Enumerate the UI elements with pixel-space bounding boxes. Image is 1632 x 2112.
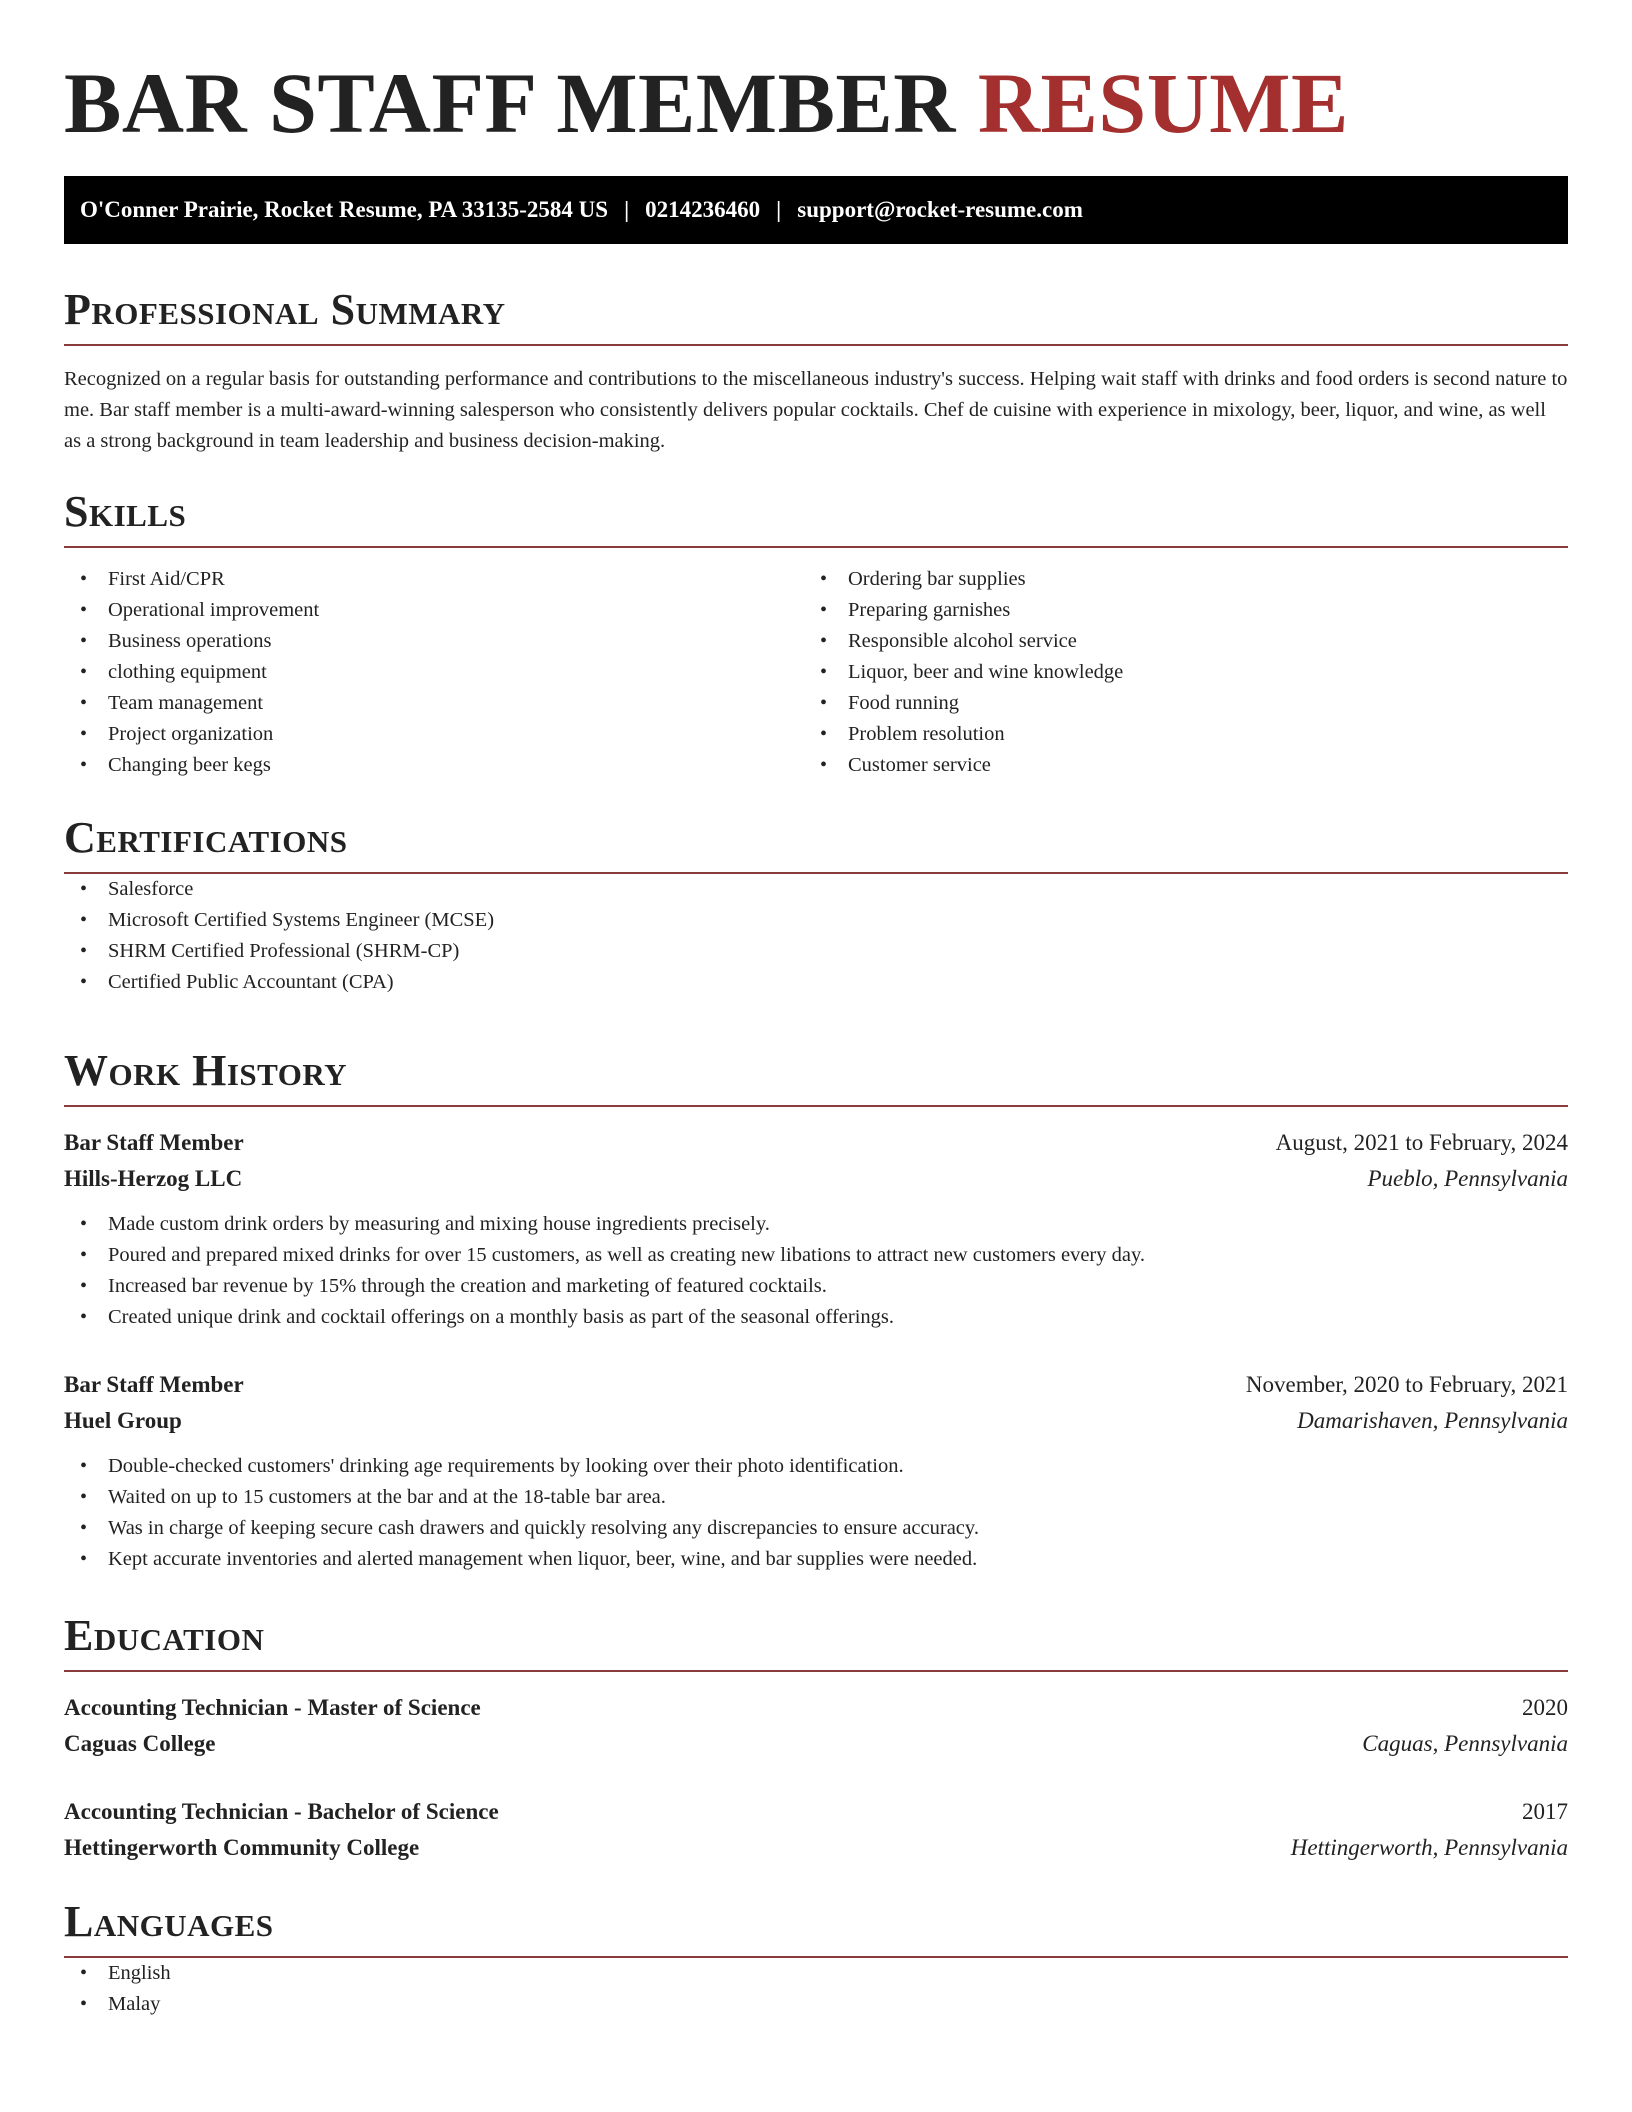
list-item: • Responsible alcohol service [804,626,1544,657]
skills-heading: Skills [64,490,1568,548]
list-item: • Ordering bar supplies [804,564,1544,595]
education-degree: Accounting Technician - Master of Science [64,1695,481,1720]
list-item: • Poured and prepared mixed drinks for over 15 customers, as well as creating new libations to attract new customers every day. [64,1240,1568,1271]
title-accent: RESUME [977,55,1349,151]
contact-separator: | [624,197,630,222]
list-item: • English [64,1958,1568,1989]
list-item: • Liquor, beer and wine knowledge [804,657,1544,688]
job-title: Bar Staff Member [64,1372,244,1397]
job-entry [64,1125,1568,1333]
list-item: • Malay [64,1989,1568,2020]
education-degree: Accounting Technician - Bachelor of Science [64,1799,499,1824]
education-entry [64,1690,1568,1762]
summary-section [64,285,1568,457]
list-item: • Problem resolution [804,719,1544,750]
resume-title [64,52,1349,155]
list-item: • Food running [804,688,1544,719]
list-item: • Operational improvement [64,595,804,626]
education-school: Hettingerworth Community College [64,1835,420,1860]
job-header-row [64,1125,1568,1161]
list-item: • Increased bar revenue by 15% through the creation and marketing of featured cocktails. [64,1271,1568,1302]
list-item: • Salesforce [64,874,1568,905]
job-location: Pueblo, Pennsylvania [1367,1166,1568,1191]
list-item: • Project organization [64,719,804,750]
list-item: • SHRM Certified Professional (SHRM-CP) [64,936,1568,967]
work-history-heading: Work History [64,1049,1568,1107]
list-item: • Made custom drink orders by measuring and mixing house ingredients precisely. [64,1209,1568,1240]
work-history-section [64,1046,1568,1575]
job-dates: November, 2020 to February, 2021 [1245,1372,1568,1397]
job-company: Huel Group [64,1408,182,1433]
job-company-row [64,1403,1568,1439]
job-bullets [64,1451,1568,1575]
certifications-heading: Certifications [64,816,1568,874]
education-year: 2020 [1522,1695,1568,1720]
summary-text: Recognized on a regular basis for outstanding performance and contributions to the miscellaneous industry's success. Helping wait staff with drinks and food orders is second nature to me. Bar staff member is a multi-award-winning salesperson who consistently delivers popular cocktails. Chef de cuisine with experience in mixology, beer, liquor, and wine, as well as a strong background in team leadership and business decision-making. [64,368,1568,452]
list-item: • Preparing garnishes [804,595,1544,626]
list-item: • Was in charge of keeping secure cash drawers and quickly resolving any discrepancies to ensure accuracy. [64,1513,1568,1544]
job-company: Hills-Herzog LLC [64,1166,243,1191]
title-main: BAR STAFF MEMBER [64,55,956,151]
contact-separator: | [776,197,782,222]
skills-section [64,487,1568,781]
list-item: • Customer service [804,750,1544,781]
list-item: • First Aid/CPR [64,564,804,595]
list-item: • Certified Public Accountant (CPA) [64,967,1568,998]
list-item: • Kept accurate inventories and alerted management when liquor, beer, wine, and bar supplies were needed. [64,1544,1568,1575]
languages-list [64,1958,1568,2020]
skills-columns [64,564,1568,781]
contact-phone[interactable]: 0214236460 [645,197,761,222]
job-dates: August, 2021 to February, 2024 [1275,1130,1568,1155]
education-school-row [64,1830,1568,1866]
list-item: • Created unique drink and cocktail offerings on a monthly basis as part of the seasonal offerings. [64,1302,1568,1333]
certifications-list [64,874,1568,998]
contact-bar [64,176,1568,244]
languages-heading: Languages [64,1900,1568,1958]
education-year: 2017 [1522,1799,1568,1824]
job-company-row [64,1161,1568,1197]
education-entry [64,1794,1568,1866]
education-location: Hettingerworth, Pennsylvania [1290,1835,1568,1860]
certifications-section [64,813,1568,998]
education-section [64,1611,1568,1866]
languages-section [64,1897,1568,2020]
summary-heading: Professional Summary [64,288,1568,346]
job-location: Damarishaven, Pennsylvania [1297,1408,1568,1433]
education-heading: Education [64,1614,1568,1672]
job-title: Bar Staff Member [64,1130,244,1155]
education-header-row [64,1690,1568,1726]
contact-email[interactable]: support@rocket-resume.com [797,197,1083,222]
list-item: • Changing beer kegs [64,750,804,781]
education-location: Caguas, Pennsylvania [1362,1731,1568,1756]
job-header-row [64,1367,1568,1403]
list-item: • Waited on up to 15 customers at the bar and at the 18-table bar area. [64,1482,1568,1513]
skills-list-left [64,564,804,781]
list-item: • Business operations [64,626,804,657]
list-item: • Microsoft Certified Systems Engineer (MCSE) [64,905,1568,936]
list-item: • Double-checked customers' drinking age requirements by looking over their photo identification. [64,1451,1568,1482]
skills-list-right [804,564,1544,781]
education-school-row [64,1726,1568,1762]
job-entry [64,1367,1568,1575]
list-item: • clothing equipment [64,657,804,688]
contact-address: O'Conner Prairie, Rocket Resume, PA 33135-2584 US [80,197,609,222]
job-bullets [64,1209,1568,1333]
education-header-row [64,1794,1568,1830]
list-item: • Team management [64,688,804,719]
education-school: Caguas College [64,1731,216,1756]
